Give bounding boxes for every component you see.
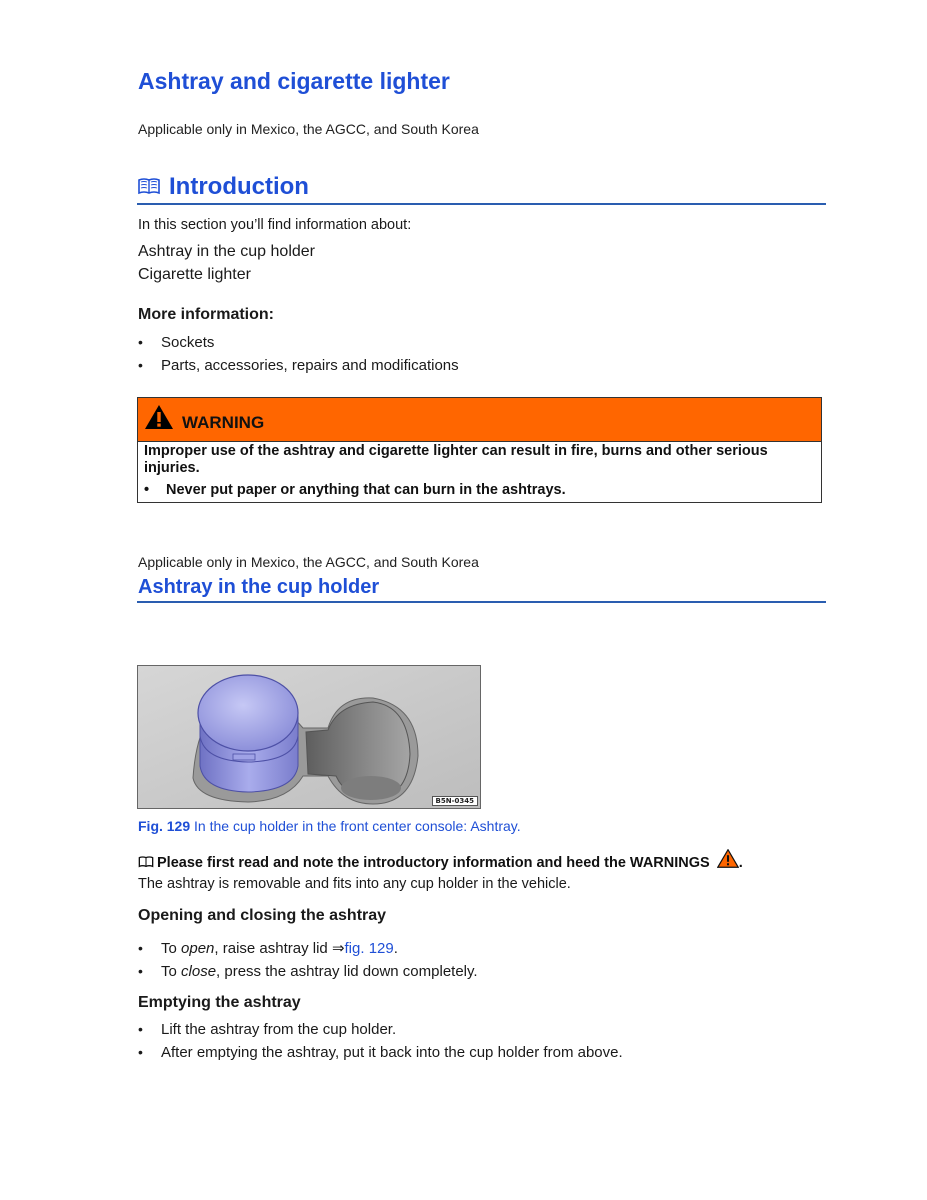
list-item[interactable]: • Parts, accessories, repairs and modifications	[138, 354, 459, 377]
more-info-heading: More information:	[138, 306, 274, 323]
read-note-text: Please first read and note the introductory information and heed the WARNINGS	[157, 855, 710, 871]
introduction-heading: Introduction	[169, 173, 309, 200]
ashtray-section-heading: Ashtray in the cup holder	[138, 576, 380, 598]
page-title: Ashtray and cigarette lighter	[138, 68, 450, 94]
warning-box	[137, 397, 822, 503]
list-item: • After emptying the ashtray, put it back into the cup holder from above.	[138, 1041, 623, 1064]
list-item: • To close, press the ashtray lid down completely.	[138, 960, 478, 983]
list-item: • Lift the ashtray from the cup holder.	[138, 1018, 623, 1041]
opening-list	[138, 937, 478, 983]
emptying-list	[138, 1018, 623, 1064]
more-info-list	[138, 331, 459, 377]
ashtray-section-header	[137, 574, 826, 603]
introduction-lead: In this section you’ll find information about:	[138, 217, 412, 233]
warning-bar	[138, 398, 821, 442]
figure-caption-text: In the cup holder in the front center console: Ashtray.	[190, 818, 521, 834]
read-note-end: .	[738, 855, 743, 871]
ashtray-figure	[137, 665, 481, 809]
warning-triangle-icon	[144, 404, 174, 430]
warning-bullet: • Never put paper or anything that can burn in the ashtrays.	[144, 482, 566, 498]
applicability-note-2: Applicable only in Mexico, the AGCC, and South Korea	[138, 554, 479, 570]
applicability-note: Applicable only in Mexico, the AGCC, and South Korea	[138, 121, 479, 137]
ashtray-description: The ashtray is removable and fits into any cup holder in the vehicle.	[138, 876, 571, 892]
list-item: • To open, raise ashtray lid ⇒fig. 129.	[138, 937, 478, 960]
warning-label: WARNING	[182, 413, 265, 432]
emptying-heading: Emptying the ashtray	[138, 994, 301, 1011]
figure-number: Fig. 129	[138, 818, 191, 834]
read-note	[138, 849, 743, 871]
opening-heading: Opening and closing the ashtray	[138, 907, 387, 924]
list-item[interactable]: • Sockets	[138, 331, 459, 354]
book-icon	[138, 856, 154, 868]
warning-text: Improper use of the ashtray and cigarette lighter can result in fire, burns and other serious injuries.	[144, 443, 768, 476]
arrow-icon: ⇒	[331, 940, 345, 957]
ashtray-illustration	[138, 666, 480, 808]
figure-caption	[138, 818, 521, 834]
introduction-header	[137, 170, 826, 205]
topic-ashtray-link[interactable]: Ashtray in the cup holder	[138, 243, 315, 260]
figure-code: B5N-0345	[432, 796, 478, 806]
fig-129-link[interactable]: fig. 129	[344, 940, 394, 957]
topic-lighter-link[interactable]: Cigarette lighter	[138, 266, 251, 283]
warning-triangle-icon[interactable]	[717, 849, 739, 868]
book-icon	[137, 178, 161, 195]
